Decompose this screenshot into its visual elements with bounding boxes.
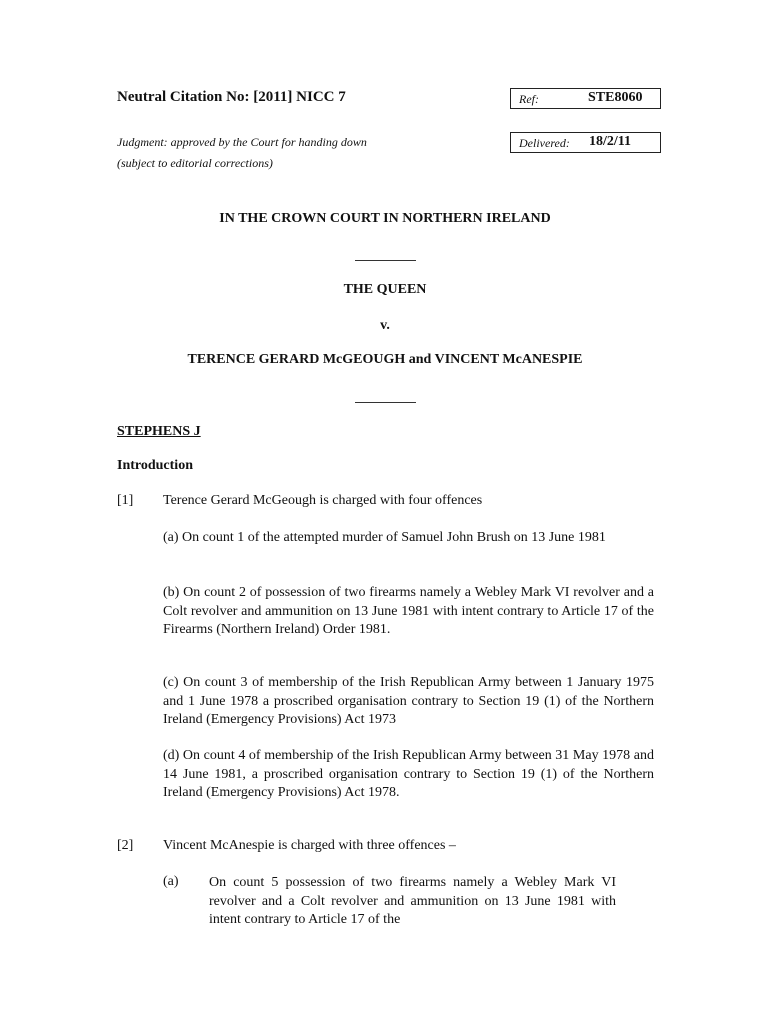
list-item: (b) On count 2 of possession of two firearms namely a Webley Mark VI revolver and a Colt revolver and ammunition on 13 June 1981 with intent contrary to Article 17 of the Firearms (Northern Ireland) Order 1981. — [163, 585, 654, 637]
ref-label: Ref: — [519, 92, 539, 106]
judgment-note-line1: Judgment: approved by the Court for handing down — [117, 135, 367, 149]
versus: v. — [380, 318, 390, 333]
list-item: On count 5 possession of two firearms namely a Webley Mark VI revolver and a Colt revolver and ammunition on 13 June 1981 with intent contrary to Article 17 of the — [209, 875, 616, 927]
divider — [355, 260, 416, 261]
judge-name: STEPHENS J — [117, 424, 201, 439]
delivered-value: 18/2/11 — [589, 134, 632, 149]
delivered-box — [510, 132, 661, 153]
court-title: IN THE CROWN COURT IN NORTHERN IRELAND — [219, 211, 551, 226]
case-defendants: TERENCE GERARD McGEOUGH and VINCENT McANESPIE — [187, 352, 583, 367]
list-item: (c) On count 3 of membership of the Irish Republican Army between 1 January 1975 and 1 June 1978 a proscribed organisation contrary to Section 19 (1) of the Northern Ireland (Emergency Provisions) Act 1973 — [163, 675, 654, 727]
judgment-note-line2: (subject to editorial corrections) — [117, 156, 273, 170]
delivered-label: Delivered: — [519, 136, 570, 150]
ref-value: STE8060 — [588, 90, 643, 105]
case-party-crown: THE QUEEN — [343, 282, 427, 297]
paragraph-text: Terence Gerard McGeough is charged with four offences — [163, 493, 483, 508]
paragraph-text: Vincent McAnespie is charged with three offences – — [163, 838, 456, 853]
section-heading: Introduction — [117, 458, 193, 473]
list-item-letter: (a) — [163, 874, 179, 889]
list-item: (a) On count 1 of the attempted murder of Samuel John Brush on 13 June 1981 — [163, 530, 606, 545]
neutral-citation: Neutral Citation No: [2011] NICC 7 — [117, 89, 346, 105]
divider — [355, 402, 416, 403]
paragraph-number: [2] — [117, 838, 134, 853]
list-item: (d) On count 4 of membership of the Irish Republican Army between 31 May 1978 and 14 June 1981, a proscribed organisation contrary to Section 19 (1) of the Northern Ireland (Emergency Provisions) Act 1978. — [163, 748, 654, 800]
ref-box — [510, 88, 661, 109]
paragraph-number: [1] — [117, 493, 134, 508]
